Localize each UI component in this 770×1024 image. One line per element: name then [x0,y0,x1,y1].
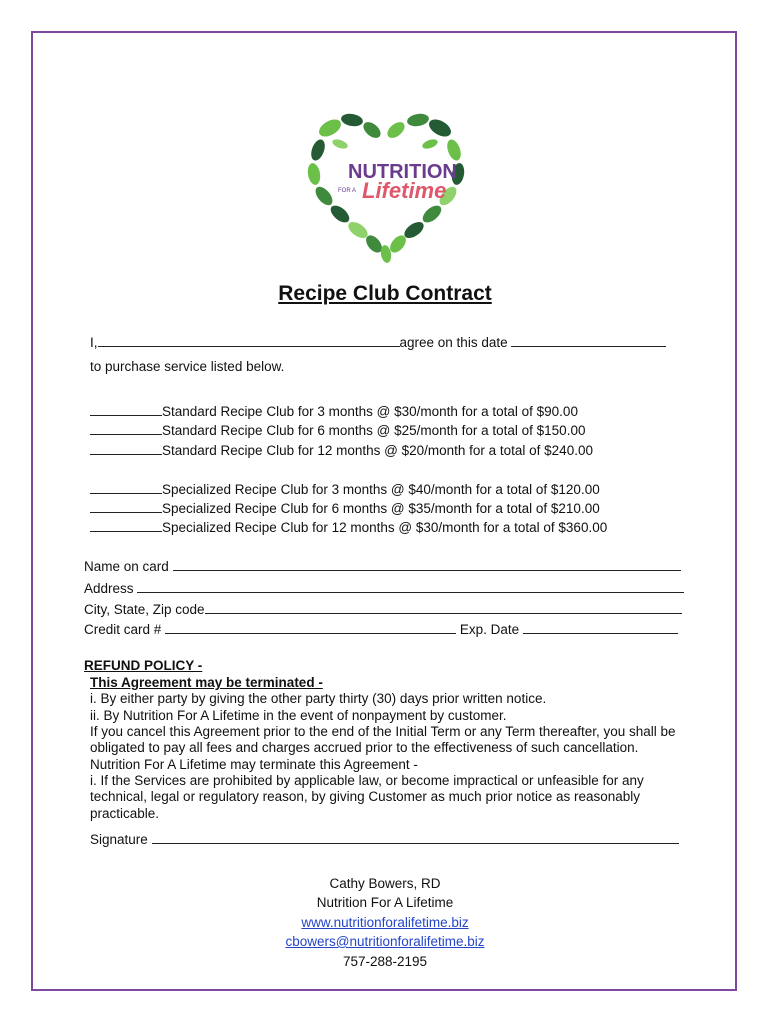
signature-input[interactable] [152,831,679,844]
intro-line-2: to purchase service listed below. [90,359,285,374]
address-label: Address [84,581,134,596]
option-row [90,500,600,516]
name-blank[interactable] [98,334,400,347]
refund-paragraph-1: If you cancel this Agreement prior to the end of the Initial Term or any Term thereafter, you shall be obligated to pay all fees and charges accrued prior to the effectiveness of such cancellation. [90,724,676,756]
nutrition-for-a-lifetime-logo [300,108,470,268]
option-row [90,442,593,458]
refund-heading: REFUND POLICY - [84,658,203,673]
credit-card-label: Credit card # [84,622,162,637]
option-row [90,403,578,419]
intro-middle: agree on this date [399,335,508,350]
option-row [90,481,600,497]
email-link[interactable]: cbowers@nutritionforalifetime.biz [285,934,485,949]
refund-paragraph-2: i. If the Services are prohibited by applicable law, or become impractical or unfeasible for any technical, legal or regulatory reason, by giving Customer as much prior notice as reasonably practicable. [90,773,644,821]
name-on-card-label: Name on card [84,559,169,574]
contact-website-row [0,915,770,930]
intro-prefix: I, [90,335,98,350]
signature-label: Signature [90,832,148,847]
page-title: Recipe Club Contract [278,282,492,305]
option-checkbox-blank[interactable] [90,442,162,455]
address-row [84,580,684,596]
logo-text-nutrition: NUTRITION [348,161,457,183]
option-label: Standard Recipe Club for 12 months @ $20/month for a total of $240.00 [162,443,593,458]
city-state-zip-label: City, State, Zip code [84,602,205,617]
option-label: Specialized Recipe Club for 12 months @ $30/month for a total of $360.00 [162,520,608,535]
credit-card-row [84,621,678,637]
credit-card-input[interactable] [165,621,456,634]
option-row [90,519,607,535]
date-blank[interactable] [511,334,666,347]
signature-row [90,831,679,847]
refund-line-2: ii. By Nutrition For A Lifetime in the event of nonpayment by customer. [90,708,507,723]
option-checkbox-blank[interactable] [90,481,162,494]
contact-email-row [0,934,770,949]
logo-text-for-a: FOR A [338,188,357,194]
option-checkbox-blank[interactable] [90,519,162,532]
option-row [90,422,585,438]
address-input[interactable] [137,580,684,593]
contact-name: Cathy Bowers, RD [329,876,441,891]
city-state-zip-input[interactable] [205,601,682,614]
intro-line [90,334,666,350]
contact-company: Nutrition For A Lifetime [316,895,454,910]
exp-date-label: Exp. Date [459,622,520,637]
option-label: Standard Recipe Club for 6 months @ $25/month for a total of $150.00 [162,423,586,438]
website-link[interactable]: www.nutritionforalifetime.biz [301,915,469,930]
option-checkbox-blank[interactable] [90,403,162,416]
exp-date-input[interactable] [523,621,678,634]
name-on-card-input[interactable] [173,558,681,571]
name-on-card-row [84,558,681,574]
contact-phone: 757-288-2195 [342,954,428,969]
logo-text-lifetime: Lifetime [362,178,447,203]
refund-line-1: i. By either party by giving the other party thirty (30) days prior written notice. [90,691,547,706]
refund-subheading: This Agreement may be terminated - [90,675,323,690]
option-label: Specialized Recipe Club for 6 months @ $35/month for a total of $210.00 [162,501,600,516]
option-checkbox-blank[interactable] [90,422,162,435]
refund-line-3: Nutrition For A Lifetime may terminate this Agreement - [90,757,418,772]
option-label: Specialized Recipe Club for 3 months @ $40/month for a total of $120.00 [162,482,600,497]
city-state-zip-row [84,601,682,617]
option-checkbox-blank[interactable] [90,500,162,513]
option-label: Standard Recipe Club for 3 months @ $30/month for a total of $90.00 [162,404,578,419]
